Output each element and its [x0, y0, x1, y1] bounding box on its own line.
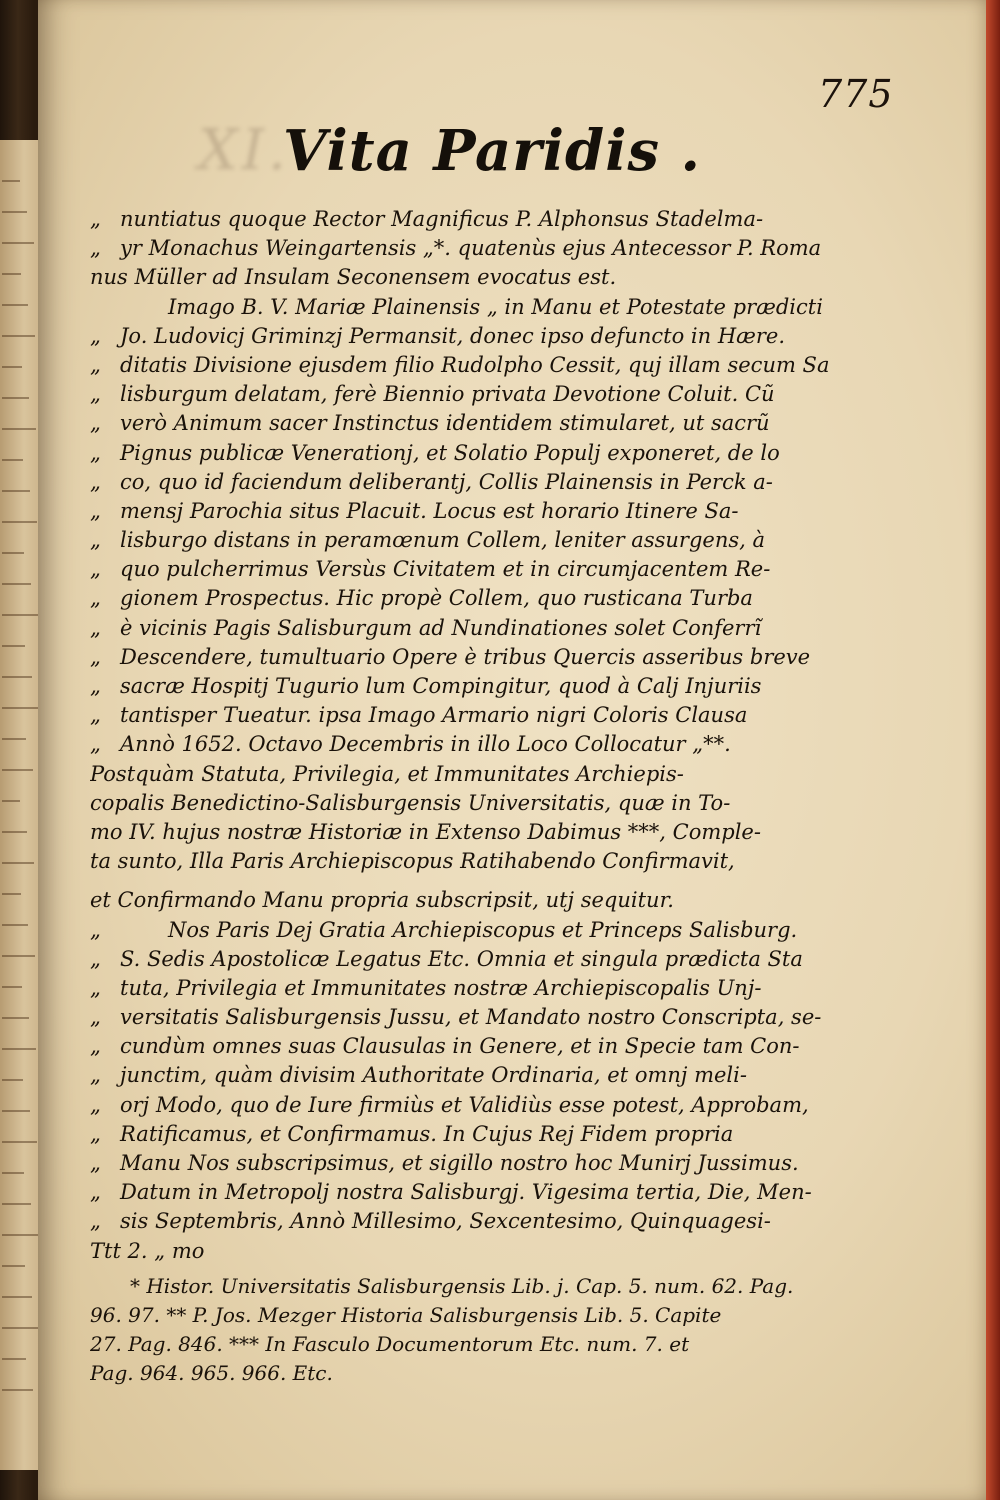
line-text: junctim, quàm divisim Authoritate Ordinaria, et omnj meli-	[120, 1063, 747, 1088]
quote-mark: „	[90, 1092, 101, 1117]
text-line	[90, 672, 950, 701]
quote-mark: „	[90, 975, 101, 1000]
footnote-line: Pag. 964. 965. 966. Etc.	[90, 1361, 333, 1385]
line-text: co, quo id faciendum deliberantj, Collis Plainensis in Perck a-	[120, 469, 773, 494]
text-line	[90, 701, 950, 730]
facing-page-ink	[2, 676, 32, 681]
facing-page-edge	[0, 140, 40, 1470]
facing-page-ink	[2, 1017, 29, 1022]
text-line	[90, 263, 950, 292]
text-line	[90, 380, 950, 409]
facing-page-ink	[2, 304, 28, 309]
quote-mark: „	[90, 732, 101, 757]
facing-page-ink	[2, 428, 36, 433]
text-line	[90, 234, 950, 263]
line-text: gionem Prospectus. Hic propè Collem, quo rusticana Turba	[120, 586, 753, 611]
quote-mark: „	[90, 382, 101, 407]
line-text: sacræ Hospitj Tugurio lum Compingitur, quod à Calj Injuriis	[120, 674, 762, 698]
facing-page-ink	[2, 335, 35, 340]
text-line	[90, 468, 950, 497]
manuscript-page	[38, 0, 988, 1500]
facing-page-ink	[2, 1358, 26, 1363]
facing-page-ink	[2, 273, 21, 278]
text-line	[90, 1120, 950, 1149]
quote-mark: „	[90, 440, 101, 465]
text-line	[90, 497, 950, 526]
line-text: yr Monachus Weingartensis „*. quatenùs ejus Antecessor P. Roma	[120, 236, 822, 261]
text-line	[90, 974, 950, 1003]
line-text: Ratificamus, et Confirmamus. In Cujus Rej Fidem propria	[120, 1121, 734, 1146]
quote-mark: „	[90, 674, 101, 698]
quote-mark: „	[90, 557, 101, 582]
facing-page-ink	[2, 1327, 39, 1332]
line-text: Descendere, tumultuario Opere è tribus Quercis asseribus breve	[120, 644, 811, 669]
line-text: orj Modo, quo de Iure firmiùs et Validiùs esse potest, Approbam,	[120, 1092, 809, 1117]
line-text: Postquàm Statuta, Privilegia, et Immunitates Archiepis-	[90, 761, 684, 786]
line-text: sis Septembris, Annò Millesimo, Sexcentesimo, Quinquagesi-	[120, 1209, 771, 1234]
facing-page-ink	[2, 1079, 23, 1084]
text-line	[90, 614, 950, 643]
line-text: tuta, Privilegia et Immunitates nostræ Archiepiscopalis Unj-	[120, 975, 762, 1000]
text-line	[90, 789, 950, 818]
line-text: Manu Nos subscripsimus, et sigillo nostro hoc Munirj Jussimus.	[120, 1151, 799, 1175]
facing-page-ink	[2, 397, 29, 402]
line-text: et Confirmando Manu propria subscripsit, utj sequitur.	[90, 888, 674, 913]
line-text: tantisper Tueatur. ipsa Imago Armario nigri Coloris Clausa	[120, 703, 748, 728]
page-edge-binding	[986, 0, 1000, 1500]
text-line	[90, 1003, 950, 1032]
line-text: Imago B. V. Mariæ Plainensis „ in Manu et Potestate prædicti	[168, 294, 823, 319]
facing-page-ink	[2, 1389, 33, 1394]
facing-page-ink	[2, 893, 21, 898]
quote-mark: „	[90, 644, 101, 669]
quote-mark: „	[90, 1151, 101, 1175]
facing-page-ink	[2, 831, 27, 836]
quote-mark: „	[90, 469, 101, 494]
quote-mark: „	[90, 1034, 101, 1059]
bleed-through-title: XI.	[198, 118, 290, 183]
text-line	[90, 760, 950, 789]
text-line	[90, 1091, 950, 1120]
line-text: ditatis Divisione ejusdem filio Rudolpho Cessit, quj illam secum Sa	[120, 352, 830, 377]
text-line	[90, 1061, 950, 1090]
facing-page-ink	[2, 366, 22, 371]
facing-page-ink	[2, 1141, 37, 1146]
facing-page-ink	[2, 986, 22, 991]
text-line	[90, 526, 950, 555]
text-line	[90, 439, 950, 468]
facing-page-ink	[2, 552, 24, 557]
line-text: Annò 1652. Octavo Decembris in illo Loco Collocatur „**.	[120, 732, 731, 757]
line-text: versitatis Salisburgensis Jussu, et Mandato nostro Conscripta, se-	[120, 1005, 822, 1030]
quote-mark: „	[90, 586, 101, 611]
text-line	[90, 584, 950, 613]
line-text: è vicinis Pagis Salisburgum ad Nundinationes solet Conferrĩ	[120, 615, 762, 640]
text-line	[90, 1149, 950, 1178]
line-text: ta sunto, Illa Paris Archiepiscopus Ratihabendo Confirmavit,	[90, 849, 735, 874]
facing-page-ink	[2, 955, 35, 960]
footnote-line: * Histor. Universitatis Salisburgensis Lib. j. Cap. 5. num. 62. Pag.	[130, 1274, 794, 1298]
facing-page-ink	[2, 614, 38, 619]
quote-mark: „	[90, 528, 101, 553]
facing-page-ink	[2, 800, 20, 805]
text-line	[90, 293, 950, 322]
facing-page-ink	[2, 707, 39, 712]
line-text: lisburgum delatam, ferè Biennio privata Devotione Coluit. Cũ	[120, 382, 775, 407]
line-text: Pignus publicæ Venerationj, et Solatio Populj exponeret, de lo	[120, 440, 780, 465]
facing-page-ink	[2, 583, 31, 588]
line-text: Datum in Metropolj nostra Salisburgj. Vigesima tertia, Die, Men-	[120, 1180, 812, 1205]
quote-mark: „	[90, 1063, 101, 1088]
line-text: mo IV. hujus nostræ Historiæ in Extenso Dabimus ***, Comple-	[90, 819, 761, 844]
facing-page-ink	[2, 1296, 32, 1301]
text-line	[90, 1178, 950, 1207]
line-text: Nos Paris Dej Gratia Archiepiscopus et Princeps Salisburg.	[168, 917, 798, 942]
paragraph-gap	[90, 876, 950, 886]
facing-page-ink	[2, 1234, 38, 1239]
quote-mark: „	[90, 352, 101, 377]
quote-mark: „	[90, 1005, 101, 1030]
facing-page-ink	[2, 769, 33, 774]
page-number: 775	[818, 72, 894, 116]
text-line	[90, 818, 950, 847]
quote-mark: „	[90, 236, 101, 261]
text-line	[90, 1207, 950, 1236]
quote-mark: „	[90, 498, 101, 523]
quote-mark: „	[90, 1180, 101, 1205]
facing-page-ink	[2, 738, 26, 743]
text-line	[90, 205, 950, 234]
text-line	[90, 1237, 950, 1266]
facing-page-ink	[2, 1110, 30, 1115]
text-line	[90, 555, 950, 584]
facing-page-ink	[2, 521, 37, 526]
line-text: quo pulcherrimus Versùs Civitatem et in circumjacentem Re-	[120, 557, 771, 582]
facing-page-ink	[2, 242, 34, 247]
text-line	[90, 1032, 950, 1061]
footnote-line: 96. 97. ** P. Jos. Mezger Historia Salisburgensis Lib. 5. Capite	[90, 1303, 722, 1327]
line-text: Ttt 2. „ mo	[90, 1238, 205, 1263]
facing-page-ink	[2, 862, 34, 867]
quote-mark: „	[90, 207, 101, 231]
body-text	[90, 205, 950, 1266]
text-line	[90, 351, 950, 380]
footnotes	[90, 1272, 950, 1388]
facing-page-ink	[2, 490, 30, 495]
text-line	[90, 916, 950, 945]
facing-page-ink	[2, 924, 28, 929]
text-line	[90, 886, 950, 915]
quote-mark: „	[90, 946, 101, 971]
facing-page-ink	[2, 1203, 31, 1208]
quote-mark: „	[90, 411, 101, 436]
line-text: nus Müller ad Insulam Seconensem evocatus est.	[90, 265, 617, 290]
line-text: copalis Benedictino-Salisburgensis Universitatis, quæ in To-	[90, 790, 731, 815]
line-text: mensj Parochia situs Placuit. Locus est horario Itinere Sa-	[120, 498, 739, 523]
text-line	[90, 322, 950, 351]
page-title: Vita Paridis .	[283, 118, 702, 184]
facing-page-ink	[2, 645, 25, 650]
text-line	[90, 730, 950, 759]
line-text: Jo. Ludovicj Griminzj Permansit, donec ipso defuncto in Hære.	[120, 323, 786, 348]
text-line	[90, 409, 950, 438]
text-line	[90, 945, 950, 974]
line-text: cundùm omnes suas Clausulas in Genere, et in Specie tam Con-	[120, 1034, 800, 1059]
text-line	[90, 847, 950, 876]
facing-page-ink	[2, 1048, 36, 1053]
facing-page-ink	[2, 211, 27, 216]
quote-mark: „	[90, 917, 101, 942]
line-text: nuntiatus quoque Rector Magnificus P. Alphonsus Stadelma-	[120, 207, 764, 231]
line-text: lisburgo distans in peramœnum Collem, leniter assurgens, à	[120, 528, 765, 553]
line-text: verò Animum sacer Instinctus identidem stimularet, ut sacrũ	[120, 411, 770, 436]
facing-page-ink	[2, 180, 20, 185]
quote-mark: „	[90, 615, 101, 640]
facing-page-ink	[2, 1265, 25, 1270]
text-line	[90, 643, 950, 672]
quote-mark: „	[90, 323, 101, 348]
facing-page-ink	[2, 1172, 24, 1177]
facing-page-ink	[2, 459, 23, 464]
quote-mark: „	[90, 1121, 101, 1146]
line-text: S. Sedis Apostolicæ Legatus Etc. Omnia et singula prædicta Sta	[120, 946, 803, 971]
quote-mark: „	[90, 703, 101, 728]
footnote-line: 27. Pag. 846. *** In Fasculo Documentorum Etc. num. 7. et	[90, 1332, 690, 1356]
quote-mark: „	[90, 1209, 101, 1234]
